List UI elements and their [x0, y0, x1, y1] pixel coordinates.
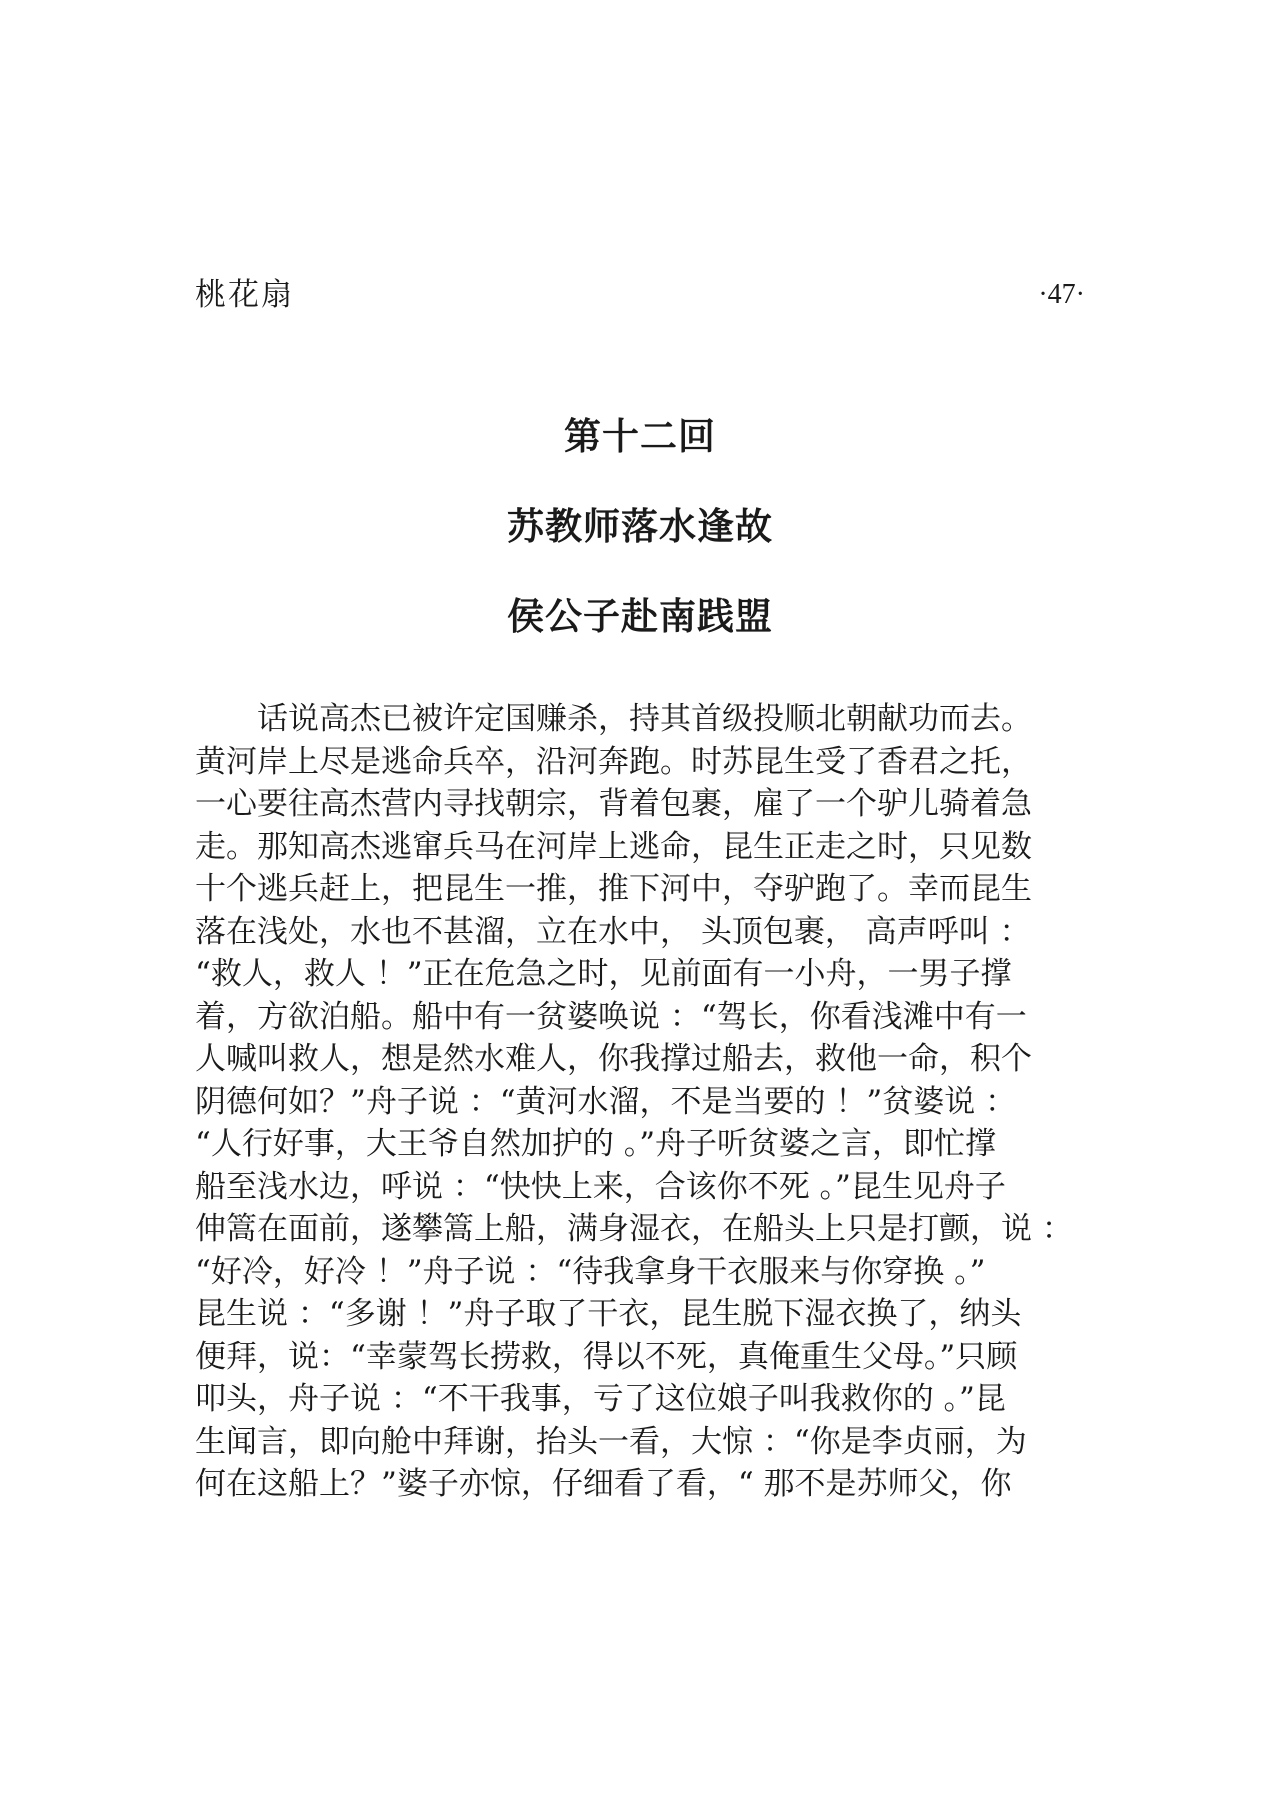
body-line: 话说高杰已被许定国赚杀，持其首级投顺北朝献功而去。	[195, 701, 1032, 737]
body-line: 走。那知高杰逃窜兵马在河岸上逃命，昆生正走之时，只见数	[195, 828, 1032, 865]
chapter-title-line-1: 苏教师落水逢故	[507, 505, 773, 548]
body-line: 着，方欲泊船。船中有一贫婆唤说 ：“驾长，你看浅滩中有一	[195, 998, 1027, 1035]
body-line: 人喊叫救人，想是然水难人，你我撑过船去，救他一命，积个	[195, 1041, 1032, 1077]
body-line: 叩头，舟子说 ：“不干我事，亏了这位娘子叫我救你的 。”昆	[195, 1381, 1006, 1417]
body-line: 何在这船上？”婆子亦惊，仔细看了看，“ 那不是苏师父，你	[195, 1466, 1012, 1502]
body-line: 十个逃兵赶上，把昆生一推，推下河中，夺驴跑了。幸而昆生	[195, 871, 1032, 907]
chapter-title-line-2: 侯公子赴南践盟	[507, 595, 773, 638]
body-line: 船至浅水边，呼说 ：“快快上来，合该你不死 。”昆生见舟子	[195, 1168, 1006, 1205]
body-line: 落在浅处，水也不甚溜，立在水中， 头顶包裹， 高声呼叫 ：	[195, 913, 1031, 950]
chapter-number: 第十二回	[564, 415, 716, 458]
body-line: 黄河岸上尽是逃命兵卒，沿河奔跑。时苏昆生受了香君之托，	[195, 743, 1032, 780]
body-line: 一心要往高杰营内寻找朝宗，背着包裹，雇了一个驴儿骑着急	[195, 786, 1032, 822]
body-line: 阴德何如？”舟子说 ：“黄河水溜，不是当要的 ！”贫婆说 ：	[195, 1083, 1017, 1120]
body-line: “好冷，好冷 ！”舟子说 ：“待我拿身干衣服来与你穿换 。”	[195, 1253, 986, 1290]
body-line: 昆生说 ：“多谢 ！”舟子取了干衣，昆生脱下湿衣换了，纳头	[195, 1296, 1022, 1332]
body-text	[195, 698, 1090, 1506]
body-line: 便拜，说：“幸蒙驾长捞救，得以不死，真俺重生父母。”只顾	[195, 1338, 1018, 1375]
body-line: 伸篙在面前，遂攀篙上船，满身湿衣，在船头上只是打颤，说 ：	[195, 1211, 1073, 1247]
body-line: “救人，救人 ！”正在危急之时，见前面有一小舟，一男子撑	[195, 956, 1012, 992]
book-title: 桃花扇	[195, 277, 294, 313]
body-line: 生闻言，即向舱中拜谢，抬头一看，大惊 ：“你是李贞丽，为	[195, 1423, 1027, 1460]
running-header	[195, 270, 1085, 320]
page-number: ·47·	[1038, 279, 1085, 310]
body-line: “人行好事，大王爷自然加护的 。”舟子听贫婆之言，即忙撑	[195, 1126, 997, 1162]
